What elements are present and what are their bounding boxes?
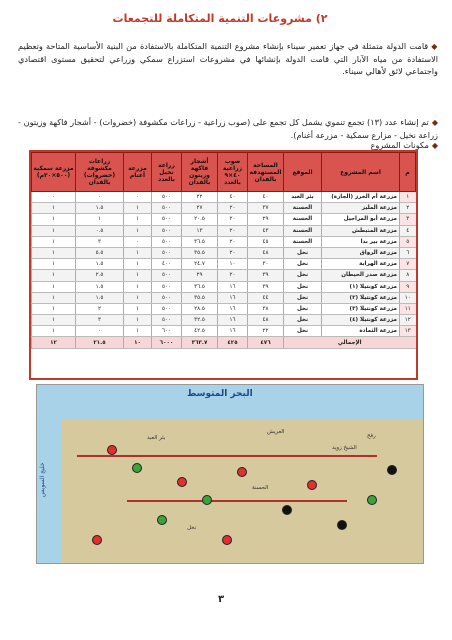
table-cell: ١ xyxy=(124,292,152,303)
table-cell: ٢٧ xyxy=(182,203,218,214)
table-cell: نخل xyxy=(284,292,322,303)
table-cell: ٣٢.٥ xyxy=(182,315,218,326)
table-cell: ٥٠٠ xyxy=(152,303,182,314)
table-cell: ٤٠ xyxy=(218,192,248,203)
components-text: مكونات المشروع xyxy=(370,140,429,150)
table-row xyxy=(32,303,416,314)
total-row xyxy=(32,337,416,349)
region-label: العريش xyxy=(267,429,285,435)
table-cell: ٣٠ xyxy=(248,259,284,270)
table-cell: ٢٠ xyxy=(218,225,248,236)
road-line xyxy=(127,500,347,502)
table-cell: ٢ xyxy=(400,203,416,214)
table-cell: ١٠ xyxy=(218,259,248,270)
bullet-icon: ◆ xyxy=(431,141,438,150)
table-cell: ٥ xyxy=(400,236,416,247)
table-cell: ١ xyxy=(124,203,152,214)
table-cell: ١٦ xyxy=(218,303,248,314)
table-cell: ٥٠٠ xyxy=(152,225,182,236)
project-marker xyxy=(387,465,397,475)
table-cell: ١ xyxy=(32,203,76,214)
table-cell: بئر العبد xyxy=(284,192,322,203)
table-cell: ٤٨ xyxy=(248,315,284,326)
table-cell: ٣ xyxy=(76,236,124,247)
table-cell: الحسنة xyxy=(284,236,322,247)
table-row xyxy=(32,326,416,337)
table-cell: مزرعة المليز xyxy=(322,203,400,214)
table-cell: ١ xyxy=(32,303,76,314)
table-cell: ٤ xyxy=(400,225,416,236)
project-marker xyxy=(107,445,117,455)
column-header: زراعة نخيل بالعدد xyxy=(152,153,182,192)
table-cell: ٣٥.٥ xyxy=(182,292,218,303)
table-cell: ١ xyxy=(124,259,152,270)
table-cell: ١ xyxy=(32,247,76,258)
table-cell: ٠ xyxy=(76,326,124,337)
table-cell: ٢٠ xyxy=(218,270,248,281)
table-cell: ٥٠٠ xyxy=(152,315,182,326)
table-row xyxy=(32,192,416,203)
table-cell: ٩ xyxy=(400,281,416,292)
table-cell: ١ xyxy=(32,214,76,225)
table-row xyxy=(32,247,416,258)
table-cell: نخل xyxy=(284,315,322,326)
region-label: رفح xyxy=(367,433,376,439)
table-cell: الحسنة xyxy=(284,203,322,214)
table-cell: ٢٢ xyxy=(182,192,218,203)
clusters-text: تم إنشاء عدد (١٣) تجمع تنموي يشمل كل تجمع على (صوب زراعية - زراعات مكشوفة (خضروات) - أشجار فاكهة وزيتون - زراعة نخيل - مزارع سمكية - مزرعة أغنام). xyxy=(18,117,438,140)
table-row xyxy=(32,270,416,281)
sea-label: البحر المتوسط xyxy=(187,389,253,399)
total-cell: ٦٠٠٠ xyxy=(152,337,182,349)
table-cell: ٠ xyxy=(124,192,152,203)
table-cell: ٠ xyxy=(32,192,76,203)
table-cell: ١ xyxy=(124,315,152,326)
table-cell: ٥٠٠ xyxy=(152,214,182,225)
table-cell: ٢٠ xyxy=(218,236,248,247)
table-cell: ٣٩ xyxy=(248,270,284,281)
table-cell: ١ xyxy=(124,225,152,236)
table-cell: ١٠ xyxy=(400,292,416,303)
intro-paragraph xyxy=(18,40,438,77)
total-cell: ٣٦٣.٧ xyxy=(182,337,218,349)
table-cell: ١ xyxy=(124,247,152,258)
table-cell: ٧ xyxy=(400,259,416,270)
table-cell: ٥٠٠ xyxy=(152,203,182,214)
table-row xyxy=(32,292,416,303)
bullet-icon: ◆ xyxy=(431,42,438,51)
table-cell: ١.٥ xyxy=(76,281,124,292)
total-cell: ٤٧٦ xyxy=(248,337,284,349)
project-marker xyxy=(157,515,167,525)
table-cell: نخل xyxy=(284,326,322,337)
project-marker xyxy=(202,495,212,505)
table-cell: نخل xyxy=(284,303,322,314)
table-cell: ٤٠٠ xyxy=(152,259,182,270)
sinai-map xyxy=(36,384,424,564)
table-cell: مزرعة الهرابة xyxy=(322,259,400,270)
table-cell: ٥٠٠ xyxy=(152,281,182,292)
column-header: مزرعة سمكية (٥٠٠×٢٠م) xyxy=(32,153,76,192)
column-header: صوب زراعية ٤٠×٩ بالعدد xyxy=(218,153,248,192)
table-cell: ٥٠٠ xyxy=(152,236,182,247)
table-cell: نخل xyxy=(284,247,322,258)
table-cell: ٤٨ xyxy=(248,247,284,258)
table-cell: ١٦ xyxy=(218,292,248,303)
table-cell: ٢٠ xyxy=(218,203,248,214)
table-cell: ١ xyxy=(32,270,76,281)
clusters-paragraph xyxy=(18,116,438,141)
table-cell: الحسنة xyxy=(284,214,322,225)
table-cell: ٢٠ xyxy=(218,214,248,225)
intro-text: قامت الدولة متمثلة في جهاز تعمير سيناء بإنشاء مشروع التنمية المتكاملة بالاستفادة من البنية الأساسية المتاحة وتعظيم الاستفادة من مياه الآبار التي قامت الدولة بإنشائها في مشروعات استزراع سمكي وزراعي لتحقيق مستوى اقتصادي واجتماعي لائق لأهالي سيناء. xyxy=(18,41,438,76)
table-cell: ٢٩ xyxy=(182,270,218,281)
table-cell: ٨ xyxy=(400,270,416,281)
table-cell: ٠ xyxy=(76,192,124,203)
table-cell: ٦٠٠ xyxy=(152,326,182,337)
gulf-label: خليج السويس xyxy=(39,462,46,497)
table-cell: ١ xyxy=(32,259,76,270)
table-cell: مزرعة أم الخرز (الجارة) xyxy=(322,192,400,203)
table-cell: مزرعة صدر الحيطان xyxy=(322,270,400,281)
table-cell: ٢٨.٥ xyxy=(182,303,218,314)
project-marker xyxy=(222,535,232,545)
table-cell: ١ xyxy=(32,315,76,326)
total-cell: ٤٢٥ xyxy=(218,337,248,349)
table-cell: ٠.٥ xyxy=(76,225,124,236)
table-cell: ٣٨ xyxy=(248,303,284,314)
table-cell: مزرعة كونتيلا (٢) xyxy=(322,292,400,303)
table-cell: مزرعة كونتيلا (١) xyxy=(322,281,400,292)
column-header: مزرعة أغنام xyxy=(124,153,152,192)
table-cell: ٣٦.٥ xyxy=(182,281,218,292)
total-cell: ٢١.٥ xyxy=(76,337,124,349)
table-cell: ٢.٥ xyxy=(76,270,124,281)
table-cell: ٣ xyxy=(76,315,124,326)
table-cell: ١٦ xyxy=(218,315,248,326)
table-cell: مزرعة أبو المراجيل xyxy=(322,214,400,225)
table-row xyxy=(32,236,416,247)
table-cell: ٢٩ xyxy=(248,214,284,225)
column-header: م xyxy=(400,153,416,192)
table-cell: ٤٥ xyxy=(248,236,284,247)
column-header: زراعات مكشوفة (خضروات) بالفدان xyxy=(76,153,124,192)
table-cell: ١ xyxy=(124,281,152,292)
table-row xyxy=(32,281,416,292)
region-label: بئر العبد xyxy=(147,435,166,441)
table-cell: ١٣ xyxy=(182,225,218,236)
table-cell: نخل xyxy=(284,281,322,292)
table-cell: ٣٦.٥ xyxy=(182,236,218,247)
table-cell: ٦ xyxy=(400,247,416,258)
table-cell: مزرعة كونتيلا (٣) xyxy=(322,303,400,314)
total-cell: الإجمالي xyxy=(284,337,416,349)
project-marker xyxy=(337,520,347,530)
table-cell: ١ xyxy=(124,303,152,314)
page-number: ٣ xyxy=(218,594,225,605)
table-cell: ٢ xyxy=(76,303,124,314)
table-cell: مزرعة الرواق xyxy=(322,247,400,258)
table-cell: مزرعة كونتيلا (٤) xyxy=(322,315,400,326)
table-header-row xyxy=(32,153,416,192)
table-row xyxy=(32,203,416,214)
region-label: نخل xyxy=(187,525,197,531)
bullet-icon: ◆ xyxy=(431,118,438,127)
project-marker xyxy=(237,467,247,477)
table-cell: ٥٠٠ xyxy=(152,192,182,203)
table-cell: نخل xyxy=(284,259,322,270)
table-cell: ٣ xyxy=(400,214,416,225)
table-cell: ١ xyxy=(76,214,124,225)
table-cell: ٢٤.٧ xyxy=(182,259,218,270)
table-cell: ٤٣ xyxy=(248,225,284,236)
project-marker xyxy=(177,477,187,487)
table-cell: ٣٩ xyxy=(248,281,284,292)
column-header: اسم المشروع xyxy=(322,153,400,192)
table-cell: ٥٠٠ xyxy=(152,292,182,303)
table-row xyxy=(32,225,416,236)
table-cell: ١ xyxy=(124,214,152,225)
table-cell: ٤٤ xyxy=(248,292,284,303)
table-cell: ١.٥ xyxy=(76,203,124,214)
table-cell: ٢٠ xyxy=(218,247,248,258)
table-cell: ٢٢ xyxy=(248,326,284,337)
projects-table xyxy=(29,150,418,380)
table-cell: ١.٥ xyxy=(76,292,124,303)
table-cell: مزرعة المنبطش xyxy=(322,225,400,236)
table-cell: ١ xyxy=(32,326,76,337)
total-cell: ١٢ xyxy=(32,337,76,349)
column-header: الموقع xyxy=(284,153,322,192)
region-label: الحسنة xyxy=(252,485,269,491)
table-cell: ١٦ xyxy=(218,281,248,292)
column-header: أشجار فاكهة وزيتون بالفدان xyxy=(182,153,218,192)
table-row xyxy=(32,259,416,270)
project-marker xyxy=(132,463,142,473)
table-cell: ٣٧ xyxy=(248,203,284,214)
table-cell: ١.٥ xyxy=(76,259,124,270)
table-cell: ٥٠٠ xyxy=(152,270,182,281)
table-cell: ١ xyxy=(32,225,76,236)
table-cell: ٤٢.٥ xyxy=(182,326,218,337)
project-marker xyxy=(282,505,292,515)
table-cell: ٤٠ xyxy=(248,192,284,203)
table-cell: ١ xyxy=(32,292,76,303)
table-cell: ١ xyxy=(124,270,152,281)
table-cell: ١١ xyxy=(400,303,416,314)
table-cell: نخل xyxy=(284,270,322,281)
road-line xyxy=(77,455,377,457)
project-marker xyxy=(307,480,317,490)
table-row xyxy=(32,315,416,326)
section-heading: ٢) مشروعات التنمية المتكاملة للتجمعات xyxy=(112,12,328,25)
table-cell: مزرعة بير بدا xyxy=(322,236,400,247)
table-cell: ٥.٥ xyxy=(76,247,124,258)
table-cell: ١ xyxy=(124,326,152,337)
table-cell: ٥٠٠ xyxy=(152,247,182,258)
table-cell: الحسنة xyxy=(284,225,322,236)
table-cell: ١ xyxy=(32,281,76,292)
table-cell: ١٣ xyxy=(400,326,416,337)
table-cell: ٣٥.٥ xyxy=(182,247,218,258)
table-cell: ١ xyxy=(32,236,76,247)
table-row xyxy=(32,214,416,225)
column-header: المساحة المستهدفة بالفدان xyxy=(248,153,284,192)
project-marker xyxy=(92,535,102,545)
table-cell: ١٢ xyxy=(400,315,416,326)
table-cell: ١٦ xyxy=(218,326,248,337)
total-cell: ١٠ xyxy=(124,337,152,349)
table-cell: ١ xyxy=(400,192,416,203)
project-marker xyxy=(367,495,377,505)
region-label: الشيخ زويد xyxy=(332,445,357,451)
table-cell: ٠ xyxy=(124,236,152,247)
table-cell: ٢٠.٥ xyxy=(182,214,218,225)
table-cell: مزرعة الثمادة xyxy=(322,326,400,337)
